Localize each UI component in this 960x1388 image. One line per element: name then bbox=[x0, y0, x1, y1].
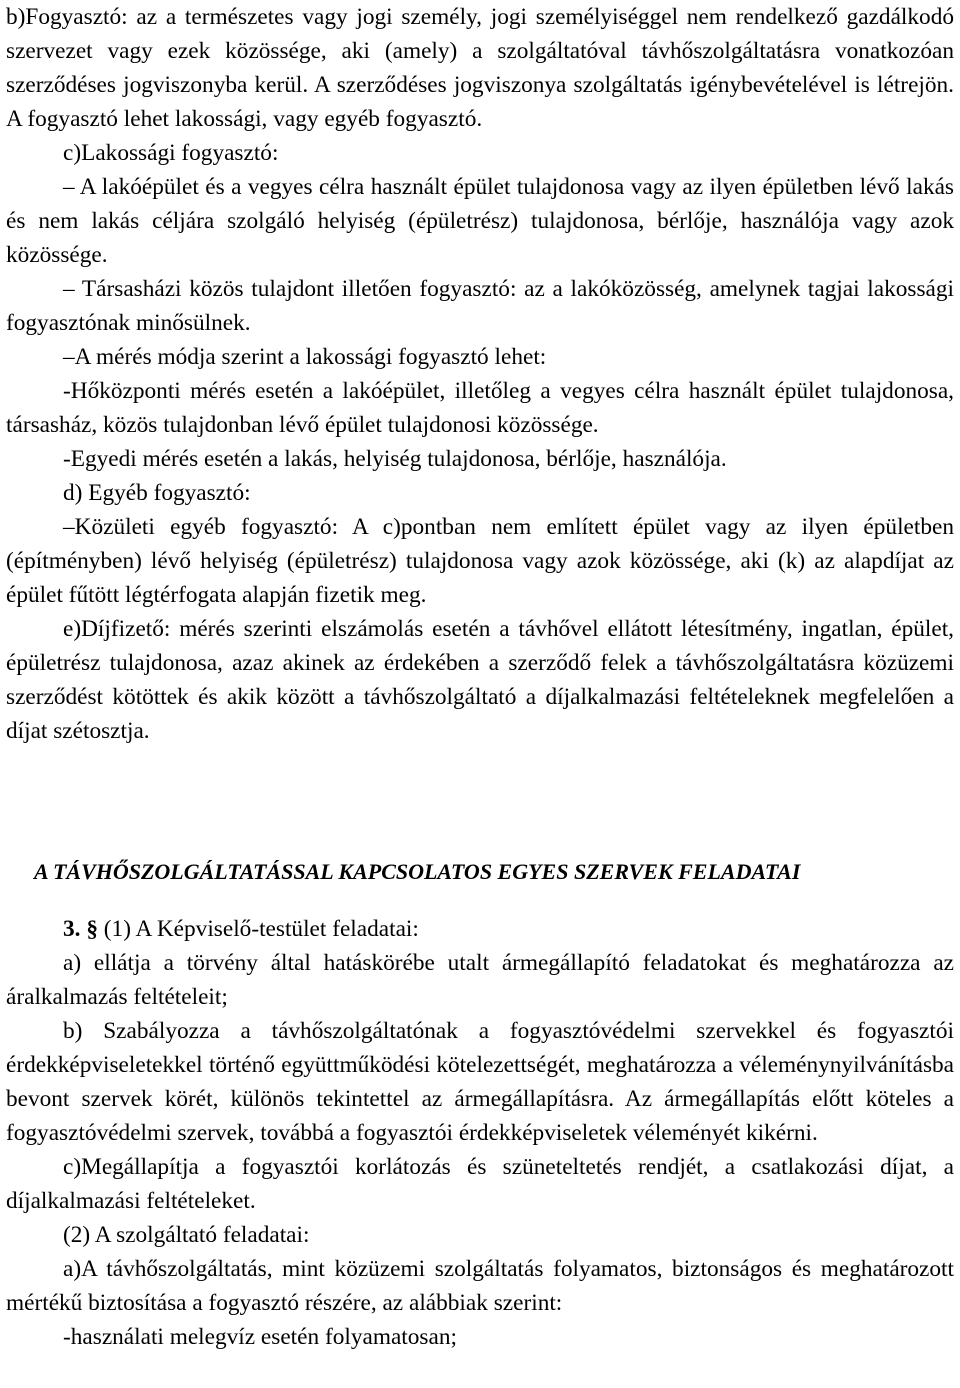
paragraph-provider-duty-a: a)A távhőszolgáltatás, mint közüzemi szolgáltatás folyamatos, biztonságos és meghatározott mértékű biztosítása a fogyasztó részére, az alábbiak szerint: bbox=[6, 1256, 954, 1316]
paragraph-provider-duties-heading: (2) A szolgáltató feladatai: bbox=[63, 1222, 310, 1248]
section-symbol: § bbox=[86, 916, 98, 942]
section-number: 3. bbox=[63, 916, 81, 942]
paragraph-consumer-definition: b)Fogyasztó: az a természetes vagy jogi személy, jogi személyiséggel nem rendelkező gazdálkodó szervezet vagy ezek közössége, aki (amely) a szolgáltatóval távhőszolgáltatásra vonatkozóan szerződéses jogviszonyba kerül. A szerződéses jogviszonya szolgáltatás igénybevételével is létrejön. A fogyasztó lehet lakossági, vagy egyéb fogyasztó. bbox=[6, 4, 954, 132]
paragraph-duty-b: b) Szabályozza a távhőszolgáltatónak a fogyasztóvédelmi szervekkel és fogyasztói érdekképviseletekkel történő együttműködési kötelezettségét, meghatározza a véleménynyilvánításba bevont szervek körét, különös tekintettel az ármegállapításra. Az ármegállapítás előtt köteles a fogyasztóvédelmi szervek, továbbá a fogyasztói érdekképviseletek véleményét kikérni. bbox=[6, 1018, 954, 1146]
paragraph-residential-item-1: – A lakóépület és a vegyes célra használt épület tulajdonosa vagy az ilyen épületben lévő lakás és nem lakás céljára szolgáló helyiség (épületrész) tulajdonosa, bérlője, használója vagy azok közössége. bbox=[6, 174, 954, 268]
definitions-section bbox=[6, 0, 954, 748]
paragraph-residential-item-2: – Társasházi közös tulajdont illetően fogyasztó: az a lakóközösség, amelynek tagjai lakossági fogyasztónak minősülnek. bbox=[6, 276, 954, 336]
paragraph-central-metering: -Hőközponti mérés esetén a lakóépület, illetőleg a vegyes célra használt épület tulajdonosa, társasház, közös tulajdonban lévő épület tulajdonosi közössége. bbox=[6, 378, 954, 438]
paragraph-other-consumer-heading: d) Egyéb fogyasztó: bbox=[63, 480, 251, 506]
section-heading: A TÁVHŐSZOLGÁLTATÁSSAL KAPCSOLATOS EGYES SZERVEK FELADATAI bbox=[34, 859, 801, 884]
paragraph-residential-consumer-heading: c)Lakossági fogyasztó: bbox=[63, 140, 279, 166]
paragraph-section-lead bbox=[6, 912, 954, 946]
paragraph-duty-c: c)Megállapítja a fogyasztói korlátozás és szüneteltetés rendjét, a csatlakozási díjat, a díjalkalmazási feltételeket. bbox=[6, 1154, 954, 1214]
paragraph-hot-water: -használati melegvíz esetén folyamatosan; bbox=[63, 1324, 457, 1350]
paragraph-measurement-method: –A mérés módja szerint a lakossági fogyasztó lehet: bbox=[63, 344, 547, 370]
paragraph-public-consumer: –Közületi egyéb fogyasztó: A c)pontban nem említett épület vagy az ilyen épületben (építményben) lévő helyiség (épületrész) tulajdonosa vagy azok közössége, aki (k) az alapdíjat az épület fűtött légtérfogata alapján fizetik meg. bbox=[6, 514, 954, 608]
paragraph-fee-payer: e)Díjfizető: mérés szerinti elszámolás esetén a távhővel ellátott létesítmény, ingatlan, épület, épületrész tulajdonosa, azaz akinek az érdekében a szerződő felek a távhőszolgáltatásra közüzemi szerződést kötöttek és akik között a távhőszolgáltató a díjalkalmazási feltételeknek megfelelően a díjat szétosztja. bbox=[6, 616, 954, 744]
paragraph-duty-a: a) ellátja a törvény által hatáskörébe utalt ármegállapító feladatokat és meghatározza az áralkalmazás feltételeit; bbox=[6, 950, 954, 1010]
section-lead-text: (1) A Képviselő-testület feladatai: bbox=[103, 916, 419, 942]
duties-section bbox=[6, 912, 954, 1354]
paragraph-individual-metering: -Egyedi mérés esetén a lakás, helyiség tulajdonosa, bérlője, használója. bbox=[63, 446, 727, 472]
